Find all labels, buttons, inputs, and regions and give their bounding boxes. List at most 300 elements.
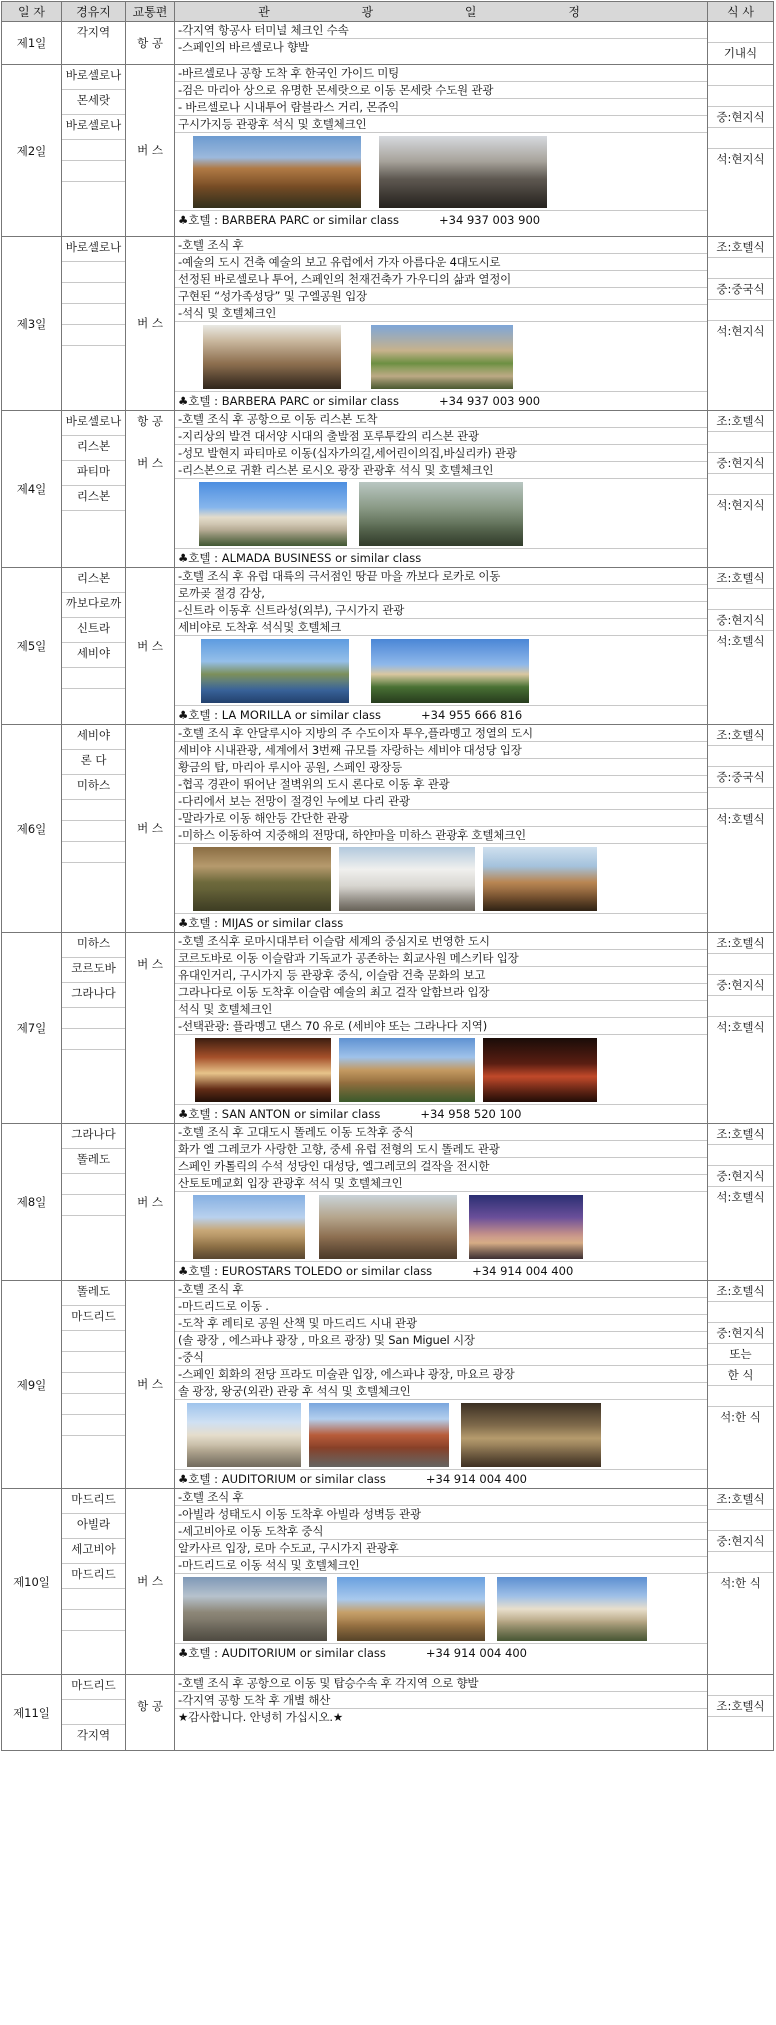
activity-line: -검은 마리아 상으로 유명한 몬세랏으로 이동 몬세랏 수도원 관광 — [175, 82, 707, 99]
place-item — [62, 325, 125, 346]
activity-line: 구시가지등 관광후 석식 및 호텔체크인 — [175, 116, 707, 133]
activity-line: -바르셀로나 공항 도착 후 한국인 가이드 미팅 — [175, 65, 707, 82]
day-label: 제7일 — [2, 933, 62, 1124]
transport-mode: 항 공 — [137, 35, 163, 50]
activity-line: 화가 엘 그레코가 사랑한 고향, 중세 유럽 전형의 도시 똘레도 관광 — [175, 1141, 707, 1158]
meal-item: 중:현지식 — [708, 1323, 773, 1344]
park-guell-photo — [371, 325, 513, 389]
activity-line: 로까곶 절경 감상, — [175, 585, 707, 602]
place-cell — [62, 568, 126, 725]
place-item: 마드리드 — [62, 1306, 125, 1331]
meal-item: 조:호텔식 — [708, 237, 773, 258]
activity-line: -각지역 공항 도착 후 개별 해산 — [175, 1692, 707, 1709]
place-cell — [62, 933, 126, 1124]
activity-line: -미하스 이동하여 지중해의 전망대, 하얀마을 미하스 관광후 호텔체크인 — [175, 827, 707, 844]
hotel-line — [175, 1262, 707, 1280]
place-item — [62, 1174, 125, 1195]
place-item — [62, 140, 125, 161]
meal-item — [708, 996, 773, 1017]
meal-item: 석:현지식 — [716, 324, 765, 338]
activity-line: 산토토메교회 입장 관광후 석식 및 호텔체크인 — [175, 1175, 707, 1192]
day-label: 제5일 — [2, 568, 62, 725]
meal-item: 중:현지식 — [708, 453, 773, 474]
place-item: 바로셀로나 — [62, 115, 125, 140]
meal-item: 중:중국식 — [708, 767, 773, 788]
activity-line: -각지역 항공사 터미널 체크인 수속 — [175, 22, 707, 39]
photo-strip — [175, 1035, 707, 1105]
hotel-line — [175, 1644, 707, 1662]
transport-mode: 버 스 — [137, 1574, 163, 1588]
activity-line: 그라나다로 이동 도착후 이슬람 예술의 최고 걸작 알함브라 입장 — [175, 984, 707, 1001]
day-row — [2, 22, 774, 65]
place-item — [62, 1394, 125, 1415]
activity-cell — [175, 933, 708, 1124]
place-item — [62, 863, 125, 884]
day-row — [2, 1124, 774, 1281]
transport-cell — [126, 22, 175, 65]
hotel-phone: +34 955 666 816 — [421, 708, 523, 722]
photo-strip — [175, 844, 707, 914]
meal-cell — [708, 237, 774, 411]
transport-mode: 버 스 — [137, 821, 163, 835]
san-miguel-market-photo — [461, 1403, 601, 1467]
activity-line: - 바르셀로나 시내투어 람블라스 거리, 몬쥬익 — [175, 99, 707, 116]
montserrat-photo — [193, 136, 361, 208]
hotel-line — [175, 211, 707, 229]
place-item: 마드리드 — [62, 1564, 125, 1589]
meal-item — [708, 1145, 773, 1166]
jeronimos-monastery-photo — [199, 482, 347, 546]
activity-line: 선정된 바로셀로나 투어, 스페인의 천재건축가 가우디의 삶과 열정이 — [175, 271, 707, 288]
day-label: 제1일 — [2, 22, 62, 65]
place-item: 세고비아 — [62, 1539, 125, 1564]
activity-cell — [175, 1281, 708, 1489]
place-item: 세비야 — [62, 725, 125, 750]
meal-item — [708, 954, 773, 975]
meal-item — [708, 22, 773, 43]
meal-cell — [708, 725, 774, 933]
transport-cell — [126, 568, 175, 725]
place-item — [62, 668, 125, 689]
place-item: 마드리드 — [62, 1675, 125, 1700]
hotel-name: ♣호텔 : MIJAS or similar class — [178, 916, 344, 930]
place-item — [62, 1216, 125, 1237]
activity-line: -호텔 조식 후 — [175, 1489, 707, 1506]
day-row — [2, 237, 774, 411]
day-row — [2, 1675, 774, 1751]
meal-item: 석:현지식 — [716, 152, 765, 166]
place-item — [62, 1631, 125, 1652]
activity-line: -스페인의 바르셀로나 향발 — [178, 40, 309, 54]
place-item: 그라나다 — [62, 1124, 125, 1149]
activity-line: -석식 및 호텔체크인 — [175, 305, 707, 322]
mijas-village-photo — [339, 847, 475, 911]
meal-item: 한 식 — [708, 1365, 773, 1386]
activity-line: -호텔 조식 후 유럽 대륙의 극서점인 땅끝 마을 까보다 로카로 이동 — [175, 568, 707, 585]
activity-line: 코르도바로 이동 이슬람과 기독교가 공존하는 회교사원 메스키타 입장 — [175, 950, 707, 967]
place-item — [62, 511, 125, 532]
day-label: 제11일 — [2, 1675, 62, 1751]
prado-museum-photo — [187, 1403, 301, 1467]
activity-line: -아빌라 성태도시 이동 도착후 아빌라 성벽등 관광 — [175, 1506, 707, 1523]
plaza-mayor-photo — [309, 1403, 449, 1467]
place-item — [62, 1589, 125, 1610]
meal-item: 석:호텔식 — [716, 1190, 765, 1204]
meal-item: 석:호텔식 — [716, 634, 765, 648]
activity-line: 석식 및 호텔체크인 — [175, 1001, 707, 1018]
day-row — [2, 1281, 774, 1489]
transport-cell — [126, 1675, 175, 1751]
place-item: 바로셀로나 — [62, 237, 125, 262]
place-cell — [62, 65, 126, 237]
meal-item: 조:호텔식 — [708, 411, 773, 432]
activity-cell — [175, 1124, 708, 1281]
hotel-phone: +34 914 004 400 — [425, 1472, 527, 1486]
meal-item — [708, 258, 773, 279]
place-item — [62, 1610, 125, 1631]
place-item — [62, 1373, 125, 1394]
meal-item — [708, 86, 773, 107]
activity-line: -지리상의 발견 대서양 시대의 출발점 포루투칼의 리스본 관광 — [175, 428, 707, 445]
meal-item — [708, 746, 773, 767]
meal-item: 석:한 식 — [720, 1410, 761, 1424]
day-label: 제4일 — [2, 411, 62, 568]
activity-cell — [175, 22, 708, 65]
place-item — [62, 161, 125, 182]
madrid-street-photo — [183, 1577, 327, 1641]
hotel-name: ♣호텔 : BARBERA PARC or similar class — [178, 213, 400, 227]
place-item: 세비야 — [62, 643, 125, 668]
hotel-line — [175, 706, 707, 724]
photo-strip — [175, 322, 707, 392]
transport-mode: 버 스 — [137, 1377, 163, 1391]
place-item: 그라나다 — [62, 983, 125, 1008]
day-label: 제8일 — [2, 1124, 62, 1281]
place-cell — [62, 725, 126, 933]
activity-line: -성모 발현지 파티마로 이동(십자가의길,세어린이의집,바실리카) 관광 — [175, 445, 707, 462]
place-item — [62, 262, 125, 283]
activity-line: -다리에서 보는 전망이 절경인 누에보 다리 관광 — [175, 793, 707, 810]
flamenco-dance-photo — [483, 1038, 597, 1102]
place-item: 아빌라 — [62, 1514, 125, 1539]
transport-mode: 버 스 — [137, 1194, 163, 1209]
activity-line: -도착 후 레티로 공원 산책 및 마드리드 시내 관광 — [175, 1315, 707, 1332]
alhambra-photo — [339, 1038, 475, 1102]
meal-item: 중:중국식 — [708, 279, 773, 300]
meal-item: 조:호텔식 — [708, 1281, 773, 1302]
activity-cell — [175, 411, 708, 568]
activity-line: 유대인거리, 구시가지 등 관광후 중식, 이슬람 건축 문화의 보고 — [175, 967, 707, 984]
place-item — [62, 1195, 125, 1216]
transport-mode: 버 스 — [137, 957, 163, 971]
place-cell — [62, 237, 126, 411]
place-cell — [62, 22, 126, 65]
toledo-alcazar-photo — [193, 1195, 305, 1259]
cabo-da-roca-photo — [201, 639, 349, 703]
hotel-line — [175, 1470, 707, 1488]
transport-mode: 항 공 — [137, 1699, 163, 1713]
activity-line: 황금의 탑, 마리아 루시아 공원, 스페인 광장등 — [175, 759, 707, 776]
place-item: 똘레도 — [62, 1281, 125, 1306]
meal-cell — [708, 1489, 774, 1675]
activity-line: -스페인 회화의 전당 프라도 미술관 입장, 에스파냐 광장, 마요르 광장 — [175, 1366, 707, 1383]
hotel-phone: +34 937 003 900 — [439, 213, 541, 227]
activity-line: 알카사르 입장, 로마 수도교, 구시가지 관광후 — [175, 1540, 707, 1557]
activity-line: -호텔 조식 후 — [175, 237, 707, 254]
hotel-name: ♣호텔 : LA MORILLA or similar class — [178, 708, 382, 722]
activity-line: -말라가로 이동 해안등 간단한 관광 — [175, 810, 707, 827]
place-cell — [62, 411, 126, 568]
activity-line: -마드리드로 이동 . — [175, 1298, 707, 1315]
itinerary-table — [1, 1, 774, 1751]
meal-item: 중:현지식 — [708, 1531, 773, 1552]
hotel-name: ♣호텔 : EUROSTARS TOLEDO or similar class — [178, 1264, 433, 1278]
hotel-phone: +34 937 003 900 — [439, 394, 541, 408]
header-transport: 교통편 — [126, 2, 175, 22]
meal-item: 석:한 식 — [720, 1576, 761, 1590]
place-item: 파티마 — [62, 461, 125, 486]
place-cell — [62, 1281, 126, 1489]
activity-cell — [175, 1489, 708, 1675]
transport-mode: 버 스 — [137, 143, 163, 157]
activity-line: (솔 광장 , 에스파냐 광장 , 마요르 광장) 및 San Miguel 시장 — [175, 1332, 707, 1349]
activity-cell — [175, 1675, 708, 1751]
activity-cell — [175, 568, 708, 725]
photo-strip — [175, 1400, 707, 1470]
photo-strip — [175, 1574, 707, 1644]
meal-item — [708, 1675, 773, 1696]
activity-line: -리스본으로 귀환 리스본 로시오 광장 관광후 석식 및 호텔체크인 — [175, 462, 707, 479]
sagrada-familia-photo — [203, 325, 341, 389]
meal-cell — [708, 933, 774, 1124]
transport-mode: 항 공 — [137, 414, 163, 428]
activity-line: -호텔 조식 후 고대도시 똘레도 이동 도착후 중식 — [175, 1124, 707, 1141]
place-cell — [62, 1124, 126, 1281]
hotel-line — [175, 914, 707, 932]
activity-line: 구현된 “성가족성당” 및 구엘공원 입장 — [175, 288, 707, 305]
meal-cell — [708, 568, 774, 725]
transport-cell — [126, 1124, 175, 1281]
place-item: 미하스 — [62, 775, 125, 800]
meal-item — [708, 128, 773, 149]
place-cell — [62, 1489, 126, 1675]
transport-cell — [126, 933, 175, 1124]
place-item: 리스본 — [62, 568, 125, 593]
transport-mode — [126, 933, 174, 954]
activity-line: -협곡 경관이 뛰어난 절벽위의 도시 론다로 이동 후 관광 — [175, 776, 707, 793]
meal-item — [708, 589, 773, 610]
meal-item — [708, 1302, 773, 1323]
place-item: 각지역 — [76, 1728, 111, 1742]
activity-line: 세비야로 도착후 석식및 호텔체크 — [175, 619, 707, 636]
transport-cell — [126, 237, 175, 411]
day-row — [2, 1489, 774, 1675]
sintra-palace-photo — [371, 639, 529, 703]
place-item — [62, 689, 125, 710]
meal-item: 석:호텔식 — [716, 1020, 765, 1034]
meal-item — [708, 1552, 773, 1573]
place-item — [62, 1700, 125, 1725]
day-label: 제10일 — [2, 1489, 62, 1675]
activity-line: -호텔 조식 후 안달루시아 지방의 주 수도이자 투우,플라멩고 정열의 도시 — [175, 725, 707, 742]
place-item — [62, 1050, 125, 1071]
hotel-name: ♣호텔 : ALMADA BUSINESS or similar class — [178, 551, 422, 565]
activity-line: 스페인 카톨릭의 수석 성당인 대성당, 엘그레코의 걸작을 전시한 — [175, 1158, 707, 1175]
transport-cell — [126, 411, 175, 568]
rambla-crowd-photo — [379, 136, 547, 208]
activity-line: 세비야 시내관광, 세계에서 3번째 규모를 자랑하는 세비야 대성당 입장 — [175, 742, 707, 759]
activity-line: -선택관광: 플라멩고 댄스 70 유로 (세비야 또는 그라나다 지역) — [175, 1018, 707, 1035]
header-day: 일 자 — [2, 2, 62, 22]
hotel-name: ♣호텔 : AUDITORIUM or similar class — [178, 1472, 386, 1486]
place-item: 똘레도 — [62, 1149, 125, 1174]
place-item — [62, 346, 125, 367]
place-item — [62, 1008, 125, 1029]
day-label: 제3일 — [2, 237, 62, 411]
place-item: 각지역 — [76, 25, 111, 39]
place-item: 신트라 — [62, 618, 125, 643]
hotel-phone: +34 914 004 400 — [472, 1264, 574, 1278]
place-item — [62, 1436, 125, 1457]
meal-item: 조:호텔식 — [708, 933, 773, 954]
meal-cell — [708, 1675, 774, 1751]
place-item: 바로셀로나 — [62, 411, 125, 436]
meal-item — [708, 1510, 773, 1531]
meal-item: 조:호텔식 — [708, 1696, 773, 1717]
day-row — [2, 725, 774, 933]
photo-strip — [175, 133, 707, 211]
activity-line: -중식 — [175, 1349, 707, 1366]
day-row — [2, 933, 774, 1124]
place-item: 까보다로까 — [62, 593, 125, 618]
photo-strip — [175, 636, 707, 706]
hotel-name: ♣호텔 : BARBERA PARC or similar class — [178, 394, 400, 408]
day-row — [2, 411, 774, 568]
transport-mode — [126, 1675, 174, 1696]
day-label: 제9일 — [2, 1281, 62, 1489]
place-item: 미하스 — [62, 933, 125, 958]
transport-cell — [126, 725, 175, 933]
place-item — [62, 1029, 125, 1050]
transport-cell — [126, 1281, 175, 1489]
place-item — [62, 1352, 125, 1373]
place-item — [62, 842, 125, 863]
activity-line: -마드리드로 이동 석식 및 호텔체크인 — [175, 1557, 707, 1574]
place-item: 리스본 — [62, 436, 125, 461]
seville-cathedral-photo — [483, 847, 597, 911]
day-label: 제2일 — [2, 65, 62, 237]
meal-item: 석:호텔식 — [716, 812, 765, 826]
transport-mode: 버 스 — [137, 638, 163, 653]
place-item: 바로셀로나 — [62, 65, 125, 90]
activity-cell — [175, 237, 708, 411]
hotel-name: ♣호텔 : AUDITORIUM or similar class — [178, 1646, 386, 1660]
place-item — [62, 283, 125, 304]
meal-item: 기내식 — [723, 46, 758, 60]
hotel-name: ♣호텔 : SAN ANTON or similar class — [178, 1107, 381, 1121]
meal-item — [708, 1717, 773, 1738]
ronda-bridge-photo — [193, 847, 331, 911]
place-item — [62, 821, 125, 842]
activity-line: -호텔 조식후 로마시대부터 이슬람 세계의 중심지로 번영한 도시 — [175, 933, 707, 950]
photo-strip — [175, 1192, 707, 1262]
meal-item — [708, 300, 773, 321]
toledo-cathedral-photo — [469, 1195, 583, 1259]
toledo-rooftops-photo — [319, 1195, 457, 1259]
header-row — [2, 2, 774, 22]
meal-item: 중:현지식 — [708, 610, 773, 631]
activity-line: -예술의 도시 건축 예술의 보고 유럽에서 가자 아름다운 4대도시로 — [175, 254, 707, 271]
activity-line: -세고비아로 이동 도착후 중식 — [175, 1523, 707, 1540]
segovia-alcazar-photo — [497, 1577, 647, 1641]
meal-item: 중:현지식 — [708, 975, 773, 996]
header-meal: 식 사 — [708, 2, 774, 22]
meal-item — [708, 65, 773, 86]
hotel-line — [175, 392, 707, 410]
meal-cell — [708, 65, 774, 237]
meal-item: 조:호텔식 — [708, 568, 773, 589]
meal-cell — [708, 1124, 774, 1281]
place-item — [62, 800, 125, 821]
place-item: 론 다 — [62, 750, 125, 775]
meal-cell — [708, 22, 774, 65]
meal-item: 조:호텔식 — [708, 1124, 773, 1145]
meal-item: 조:호텔식 — [708, 1489, 773, 1510]
meal-cell — [708, 1281, 774, 1489]
hotel-line — [175, 549, 707, 567]
day-row — [2, 65, 774, 237]
mezquita-interior-photo — [195, 1038, 331, 1102]
activity-line: 솔 광장, 왕궁(외관) 관광 후 석식 및 호텔체크인 — [175, 1383, 707, 1400]
hotel-line — [175, 1105, 707, 1123]
place-item — [62, 304, 125, 325]
place-item: 코르도바 — [62, 958, 125, 983]
activity-line: -호텔 조식 후 — [175, 1281, 707, 1298]
transport-cell — [126, 1489, 175, 1675]
place-item — [62, 1331, 125, 1352]
meal-item — [708, 788, 773, 809]
activity-line: -호텔 조식 후 공항으로 이동 리스본 도착 — [175, 411, 707, 428]
transport-mode: 버 스 — [137, 316, 163, 330]
hotel-phone: +34 958 520 100 — [420, 1107, 522, 1121]
transport-mode — [126, 432, 174, 453]
activity-line: -호텔 조식 후 공항으로 이동 및 탑승수속 후 각지역 으로 향발 — [175, 1675, 707, 1692]
header-place: 경유지 — [62, 2, 126, 22]
activity-cell — [175, 65, 708, 237]
place-cell — [62, 1675, 126, 1751]
meal-item: 중:현지식 — [708, 1166, 773, 1187]
day-label: 제6일 — [2, 725, 62, 933]
hotel-phone: +34 914 004 400 — [425, 1646, 527, 1660]
transport-mode: 버 스 — [137, 456, 163, 470]
meal-item: 석:현지식 — [716, 498, 765, 512]
activity-line: ★감사합니다. 안녕히 가십시오.★ — [178, 1710, 343, 1724]
meal-item — [708, 474, 773, 495]
avila-walls-photo — [337, 1577, 485, 1641]
meal-item: 또는 — [708, 1344, 773, 1365]
photo-strip — [175, 479, 707, 549]
place-item — [62, 182, 125, 203]
fatima-aerial-photo — [359, 482, 523, 546]
meal-item: 조:호텔식 — [708, 725, 773, 746]
place-item: 몬세랏 — [62, 90, 125, 115]
day-row — [2, 568, 774, 725]
place-item: 리스본 — [62, 486, 125, 511]
meal-item: 중:현지식 — [708, 107, 773, 128]
meal-cell — [708, 411, 774, 568]
meal-item — [708, 432, 773, 453]
place-item: 마드리드 — [62, 1489, 125, 1514]
